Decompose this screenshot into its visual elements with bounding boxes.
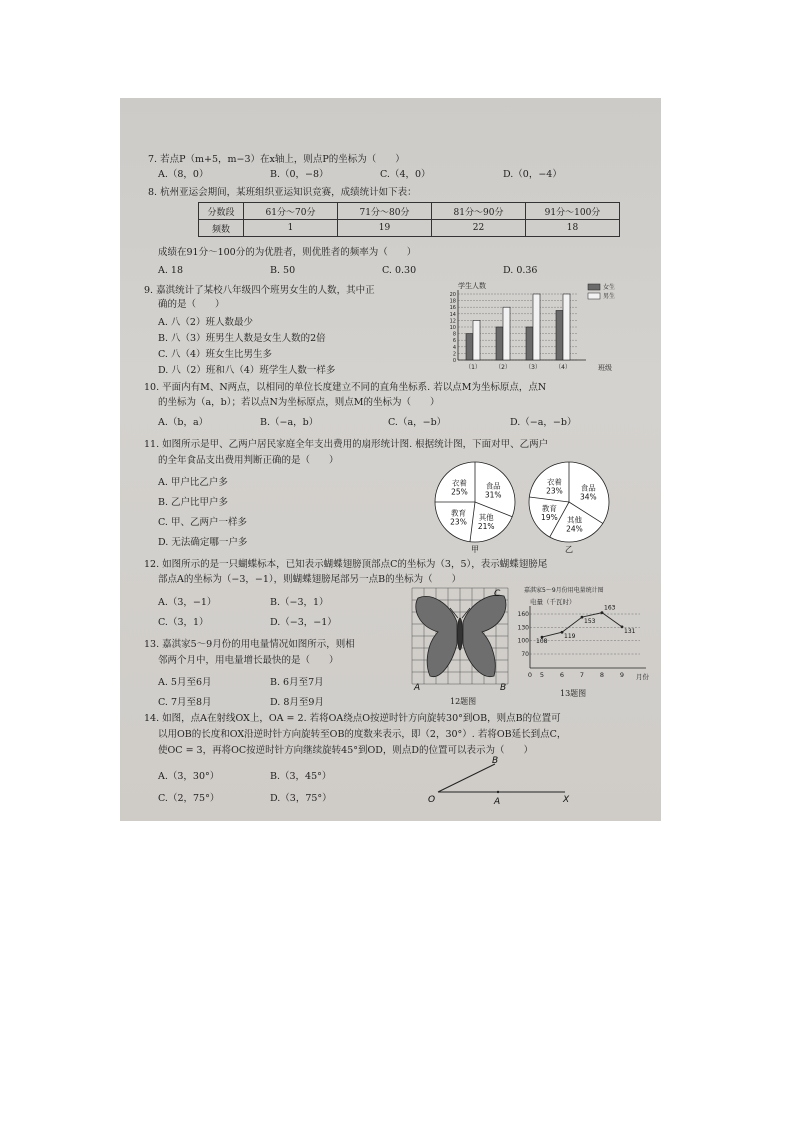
segment-ob	[438, 764, 495, 792]
line-point	[621, 625, 624, 628]
q12-option-d: D.（−3，−1）	[270, 617, 337, 628]
bar-male	[503, 307, 510, 360]
pie-slice-label: 食品	[580, 483, 596, 493]
table-cell: 1	[244, 220, 338, 237]
table-header-cell: 分数段	[199, 203, 244, 220]
question-14-line-3: 使OC = 3，再将OC按逆时针方向继续旋转45°到OD，则点D的位置可以表示为（ ）	[158, 745, 534, 756]
figure-12-caption: 12题图	[450, 697, 477, 706]
bar-ytick-label: 10	[449, 325, 456, 331]
table-header-cell: 71分～80分	[338, 203, 432, 220]
question-11-line-1: 11. 如图所示是甲、乙两户居民家庭全年支出费用的扇形统计图. 根据统计图，下面对甲、乙两户	[144, 439, 549, 450]
class-gender-bar-chart	[438, 280, 638, 378]
pie-slice-label: 食品	[485, 481, 501, 491]
label-x: X	[563, 795, 570, 805]
bar-category-label: （4）	[555, 364, 571, 371]
question-7-stem: 7. 若点P（m+5，m−3）在x轴上，则点P的坐标为（ ）	[148, 154, 405, 165]
bar-ytick-label: 18	[449, 298, 456, 305]
bar-chart-legend	[588, 283, 615, 300]
pie-slice-value: 24%	[566, 524, 583, 534]
q13-option-b: B. 6月至7月	[270, 677, 324, 688]
line-point-label: 163	[604, 604, 616, 612]
q7-option-b: B.（0，−8）	[270, 169, 329, 180]
frequency-table	[198, 202, 620, 237]
question-10-line-1: 10. 平面内有M、N两点，以相同的单位长度建立不同的直角坐标系. 若以点M为坐标原点，点N	[144, 382, 547, 393]
line-ytick-label: 130	[517, 624, 529, 632]
bar-ytick-label: 16	[449, 305, 456, 312]
pie-slice-value: 25%	[451, 487, 468, 497]
pie-slice-value: 19%	[541, 512, 558, 522]
pie-slice-value: 31%	[484, 490, 502, 500]
q9-option-a: A. 八（2）班人数最少	[158, 317, 253, 328]
table-header-cell: 81分～90分	[432, 203, 526, 220]
q12-option-b: B.（−3，1）	[270, 597, 329, 608]
electricity-line-chart	[517, 584, 652, 688]
butterfly-point-a: A	[414, 683, 421, 693]
pie-chart-yi	[524, 460, 614, 554]
table-cell: 22	[432, 220, 526, 237]
bar-ytick-label: 0	[452, 358, 456, 364]
pie-slice-label: 其他	[566, 515, 582, 525]
question-11-line-2: 的全年食品支出费用判断正确的是（ ）	[158, 455, 339, 466]
q8-option-c: C. 0.30	[382, 265, 417, 276]
line-xtick-label: 7	[579, 671, 585, 679]
line-ytick-label: 100	[517, 637, 529, 645]
q8-option-d: D. 0.36	[503, 265, 538, 276]
line-point	[601, 611, 604, 614]
q10-option-b: B.（−a，b）	[260, 417, 319, 428]
question-13-line-1: 13. 嘉淇家5～9月份的用电量情况如图所示，则相	[144, 639, 355, 650]
bar-chart-xlabel: 班级	[598, 364, 612, 372]
line-chart-title: 嘉淇家5～9月份用电量统计图	[524, 587, 604, 594]
bar-ytick-label: 20	[449, 292, 456, 298]
question-9-line-2: 确的是（ ）	[158, 299, 225, 310]
pie-caption: 乙	[565, 545, 573, 554]
pie-caption: 甲	[471, 545, 479, 554]
line-xtick-label: 6	[559, 671, 565, 679]
butterfly-point-c: C	[494, 589, 501, 599]
point-a-dot	[497, 791, 499, 793]
q8-option-a: A. 18	[158, 265, 183, 276]
label-o: O	[428, 795, 436, 805]
table-row	[199, 220, 620, 237]
q11-option-a: A. 甲户比乙户多	[158, 477, 228, 488]
q7-option-c: C.（4，0）	[380, 169, 431, 180]
table-header-cell: 61分～70分	[244, 203, 338, 220]
pie-slice-value: 21%	[477, 521, 495, 531]
q14-option-c: C.（2，75°）	[158, 793, 220, 804]
bar-ytick-label: 6	[452, 338, 456, 345]
pie-chart-jia	[430, 460, 520, 554]
pie-slice-label: 衣着	[451, 478, 467, 488]
figure-13-caption: 13题图	[560, 689, 587, 698]
q13-option-d: D. 8月至9月	[270, 697, 324, 708]
line-point-label: 131	[624, 627, 636, 635]
bar-female	[466, 334, 473, 360]
table-row-label: 频数	[199, 220, 244, 237]
bar-ytick-label: 4	[452, 344, 456, 351]
bar-category-label: （1）	[465, 364, 481, 371]
table-header-cell: 91分～100分	[526, 203, 620, 220]
q10-option-d: D.（−a，−b）	[510, 417, 577, 428]
line-point	[581, 616, 584, 619]
bar-category-label: （2）	[495, 364, 511, 371]
q14-option-d: D.（3，75°）	[270, 793, 332, 804]
table-header-row	[199, 203, 620, 220]
line-point-label: 153	[584, 618, 596, 626]
rotation-figure	[420, 754, 580, 806]
q9-option-c: C. 八（4）班女生比男生多	[158, 349, 273, 360]
question-9-line-1: 9. 嘉淇统计了某校八年级四个班男女生的人数，其中正	[144, 285, 375, 296]
q14-option-b: B.（3，45°）	[270, 771, 332, 782]
bar-female	[496, 327, 503, 360]
table-cell: 19	[338, 220, 432, 237]
line-chart-marks	[536, 605, 636, 645]
q12-option-c: C.（3，1）	[158, 617, 209, 628]
q13-option-c: C. 7月至8月	[158, 697, 212, 708]
question-14-line-1: 14. 如图，点A在射线OX上，OA = 2. 若将OA绕点O按逆时针方向旋转30°到OB，则点B的位置可	[144, 713, 561, 724]
line-xtick-label: 0	[527, 671, 533, 679]
question-14-line-2: 以用OB的长度和OX沿逆时针方向旋转至OB的度数来表示，即（2，30°）. 若将OB延长到点C，	[158, 729, 567, 740]
q9-option-d: D. 八（2）班和八（4）班学生人数一样多	[158, 365, 336, 376]
pie-slice-label: 其他	[478, 512, 494, 522]
line-chart-ylabel: 电量（千瓦时）	[530, 598, 576, 606]
legend-swatch	[588, 293, 600, 299]
bar-chart-title: 学生人数	[458, 282, 486, 290]
bar-ytick-label: 8	[452, 331, 456, 338]
butterfly-grid-figure	[410, 586, 515, 692]
label-a: A	[494, 797, 501, 807]
line-point-label: 119	[564, 633, 576, 641]
pie-slice-value: 34%	[579, 492, 597, 502]
bar-male	[473, 320, 480, 360]
question-12-line-1: 12. 如图所示的是一只蝴蝶标本，已知表示蝴蝶翅膀顶部点C的坐标为（3，5），表示蝴蝶翅膀尾	[144, 559, 548, 570]
q13-option-a: A. 5月至6月	[158, 677, 212, 688]
q11-option-d: D. 无法确定哪一户多	[158, 537, 248, 548]
exam-photo	[120, 98, 661, 821]
question-8-follow: 成绩在91分～100分的为优胜者，则优胜者的频率为（ ）	[158, 247, 417, 258]
q11-option-c: C. 甲、乙两户一样多	[158, 517, 247, 528]
butterfly-point-b: B	[500, 683, 507, 693]
bar-ytick-label: 14	[449, 311, 456, 318]
pie-slice-label: 教育	[541, 503, 557, 513]
legend-label: 男生	[603, 293, 616, 300]
line-ytick-label: 70	[521, 651, 529, 658]
q7-option-a: A.（8，0）	[158, 169, 209, 180]
q10-option-a: A.（b，a）	[158, 417, 209, 428]
label-b: B	[492, 756, 499, 766]
pie-slice-label: 教育	[450, 508, 466, 518]
bar-category-label: （3）	[525, 364, 541, 371]
question-12-line-2: 部点A的坐标为（−3，−1），则蝴蝶翅膀尾部另一点B的坐标为（ ）	[158, 574, 462, 585]
q7-option-d: D.（0，−4）	[503, 169, 562, 180]
pie-slice-value: 23%	[546, 486, 563, 496]
legend-swatch	[588, 284, 600, 290]
line-chart-xlabel: 月份	[636, 673, 649, 681]
line-xtick-label: 5	[539, 671, 545, 679]
q10-option-c: C.（a，−b）	[388, 417, 447, 428]
line-point-label: 108	[536, 638, 548, 646]
bar-ytick-label: 2	[452, 351, 456, 358]
pie-slice-value: 23%	[450, 517, 467, 527]
line-xtick-label: 9	[619, 671, 625, 679]
line-xtick-label: 8	[599, 671, 605, 679]
bar-male	[563, 294, 570, 360]
question-8-stem: 8. 杭州亚运会期间，某班组织亚运知识竞赛，成绩统计如下表：	[148, 187, 417, 198]
pie-slice-label: 衣着	[546, 477, 562, 487]
table-cell: 18	[526, 220, 620, 237]
line-ytick-label: 160	[517, 611, 529, 618]
q12-option-a: A.（3，−1）	[158, 597, 217, 608]
question-10-line-2: 的坐标为（a，b）；若以点N为坐标原点，则点M的坐标为（ ）	[158, 397, 440, 408]
legend-label: 女生	[603, 284, 616, 291]
line-point	[561, 631, 564, 634]
q9-option-b: B. 八（3）班男生人数是女生人数的2倍	[158, 333, 326, 344]
q11-option-b: B. 乙户比甲户多	[158, 497, 229, 508]
bar-female	[526, 327, 533, 360]
bar-male	[533, 294, 540, 360]
q14-option-a: A.（3，30°）	[158, 771, 220, 782]
bar-ytick-label: 12	[449, 318, 456, 325]
question-13-line-2: 邻两个月中，用电量增长最快的是（ ）	[158, 655, 339, 666]
q8-option-b: B. 50	[270, 265, 296, 276]
bar-female	[556, 311, 563, 361]
